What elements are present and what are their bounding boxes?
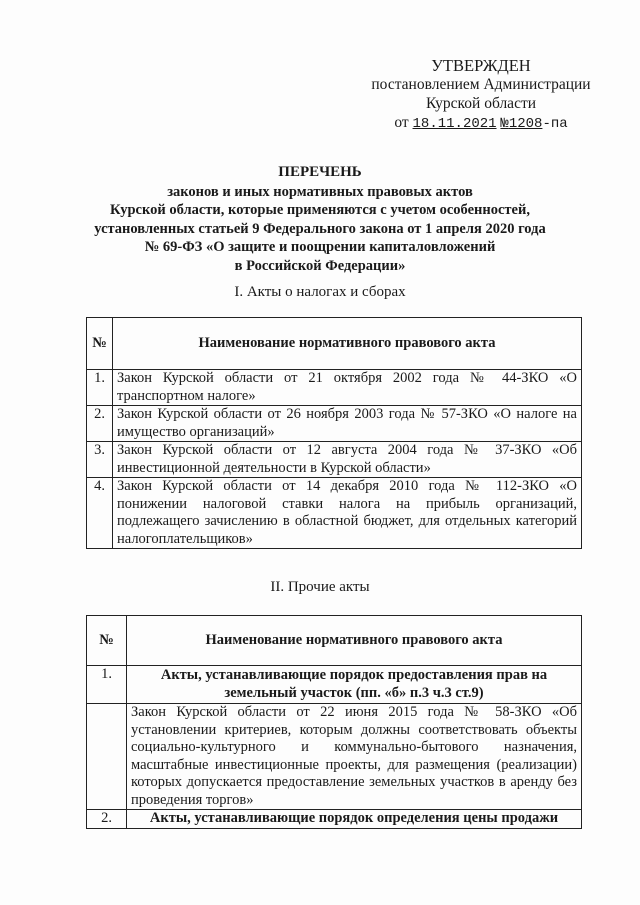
- table-header-row: [87, 616, 582, 666]
- row-num: 1.: [87, 370, 113, 406]
- heading-line: Курской области, которые применяются с учетом особенностей,: [110, 202, 530, 218]
- approval-title: УТВЕРЖДЕН: [431, 56, 531, 75]
- group-title: Акты, устанавливающие порядок определения цены продажи: [127, 810, 582, 829]
- group-num: 1.: [87, 666, 127, 704]
- number-suffix: -па: [542, 116, 568, 132]
- approval-line1: постановлением Администрации: [371, 76, 591, 93]
- number-sign: №: [500, 116, 509, 132]
- row-text: Закон Курской области от 21 октября 2002 года № 44-ЗКО «О транспортном налоге»: [113, 370, 582, 406]
- heading-line: № 69-ФЗ «О защите и поощрении капиталовложений: [144, 239, 496, 255]
- col-name-header: Наименование нормативного правового акта: [113, 318, 582, 370]
- heading-title: ПЕРЕЧЕНЬ: [278, 164, 362, 180]
- table-row: [87, 370, 582, 406]
- table-row-group: [87, 666, 582, 704]
- group-num: 2.: [87, 810, 127, 829]
- approval-date: 18.11.2021: [412, 116, 497, 132]
- row-num: 4.: [87, 478, 113, 549]
- table-row-group: [87, 810, 582, 829]
- row-text: Закон Курской области от 14 декабря 2010 года № 112-ЗКО «О понижении налоговой ставки налога на прибыль организаций, подлежащего зачислению в областной бюджет, для отдельных категорий налогоплательщиков»: [113, 478, 582, 549]
- section1-table: [86, 317, 582, 549]
- row-text: Закон Курской области от 22 июня 2015 года № 58-ЗКО «Об установлении критериев, которым должны соответствовать объекты социально-культурного и коммунально-бытового назначения, масштабные инвестиционные проекты, для размещения (реализации) которых допускается предоставление земельных участков в аренду без проведения торгов»: [127, 704, 582, 810]
- row-num: [87, 704, 127, 810]
- heading-line: в Российской Федерации»: [234, 257, 406, 274]
- table-row: [87, 442, 582, 478]
- row-text: Закон Курской области от 26 ноября 2003 года № 57-ЗКО «О налоге на имущество организаций»: [113, 406, 582, 442]
- col-name-header: Наименование нормативного правового акта: [127, 616, 582, 666]
- date-prefix: от: [394, 114, 409, 131]
- col-num-header: №: [87, 318, 113, 370]
- section2-title: II. Прочие акты: [270, 579, 370, 595]
- document-heading: [60, 163, 580, 275]
- group-title: Акты, устанавливающие порядок предоставления прав на земельный участок (пп. «б» п.3 ч.3 ст.9): [127, 666, 582, 704]
- table-row: [87, 478, 582, 549]
- heading-line: законов и иных нормативных правовых актов: [167, 183, 473, 200]
- approval-line2: Курской области: [425, 95, 537, 112]
- section2-table: [86, 615, 582, 829]
- approval-number: 1208: [508, 116, 543, 132]
- table-row: [87, 704, 582, 810]
- table-header-row: [87, 318, 582, 370]
- approval-block: [366, 56, 596, 134]
- section1-title: I. Акты о налогах и сборах: [234, 284, 406, 300]
- row-num: 3.: [87, 442, 113, 478]
- col-num-header: №: [87, 616, 127, 666]
- approval-date-line: [366, 113, 596, 134]
- heading-line: установленных статьей 9 Федерального закона от 1 апреля 2020 года: [94, 220, 546, 237]
- table-row: [87, 406, 582, 442]
- row-num: 2.: [87, 406, 113, 442]
- row-text: Закон Курской области от 12 августа 2004 года № 37-ЗКО «Об инвестиционной деятельности в Курской области»: [113, 442, 582, 478]
